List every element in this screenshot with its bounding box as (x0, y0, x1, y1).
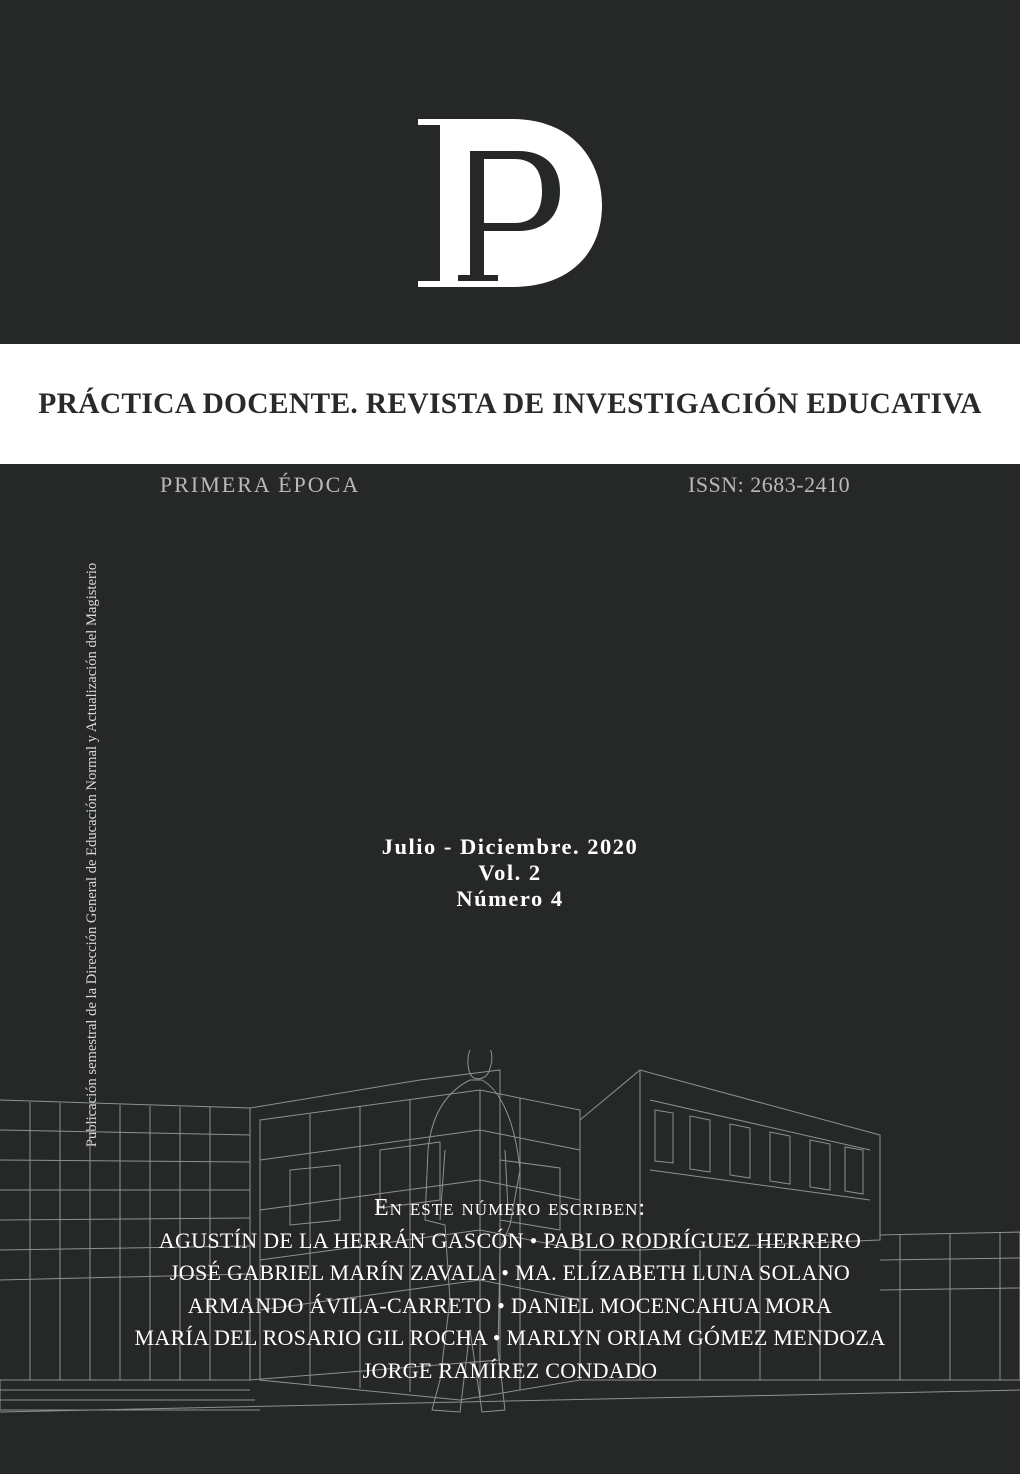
epoch-label: PRIMERA ÉPOCA (160, 472, 361, 497)
authors-line: AGUSTÍN DE LA HERRÁN GASCÓN • PABLO RODRÍGUEZ HERRERO (158, 1227, 862, 1253)
authors-line: ARMANDO ÁVILA-CARRETO • DANIEL MOCENCAHUA MORA (187, 1292, 833, 1318)
issue-volume: Vol. 2 (478, 860, 542, 885)
authors-line: JORGE RAMÍREZ CONDADO (362, 1357, 658, 1383)
issue-info (0, 834, 1020, 912)
issn-label: ISSN: 2683-2410 (688, 472, 851, 497)
title-band (0, 344, 1020, 464)
authors-section (0, 1192, 1020, 1387)
pd-monogram-logo (400, 105, 620, 295)
journal-title: PRÁCTICA DOCENTE. REVISTA DE INVESTIGACIÓN EDUCATIVA (38, 387, 982, 420)
issue-number: Número 4 (456, 886, 564, 911)
issue-period: Julio - Diciembre. 2020 (381, 834, 639, 859)
authors-line: JOSÉ GABRIEL MARÍN ZAVALA • MA. ELÍZABETH LUNA SOLANO (169, 1260, 851, 1285)
authors-line: MARÍA DEL ROSARIO GIL ROCHA • MARLYN ORIAM GÓMEZ MENDOZA (134, 1325, 886, 1350)
publisher-note: Publicación semestral de la Dirección General de Educación Normal y Actualización del Magisterio (84, 562, 100, 1148)
authors-heading: En este número escriben: (373, 1195, 647, 1221)
